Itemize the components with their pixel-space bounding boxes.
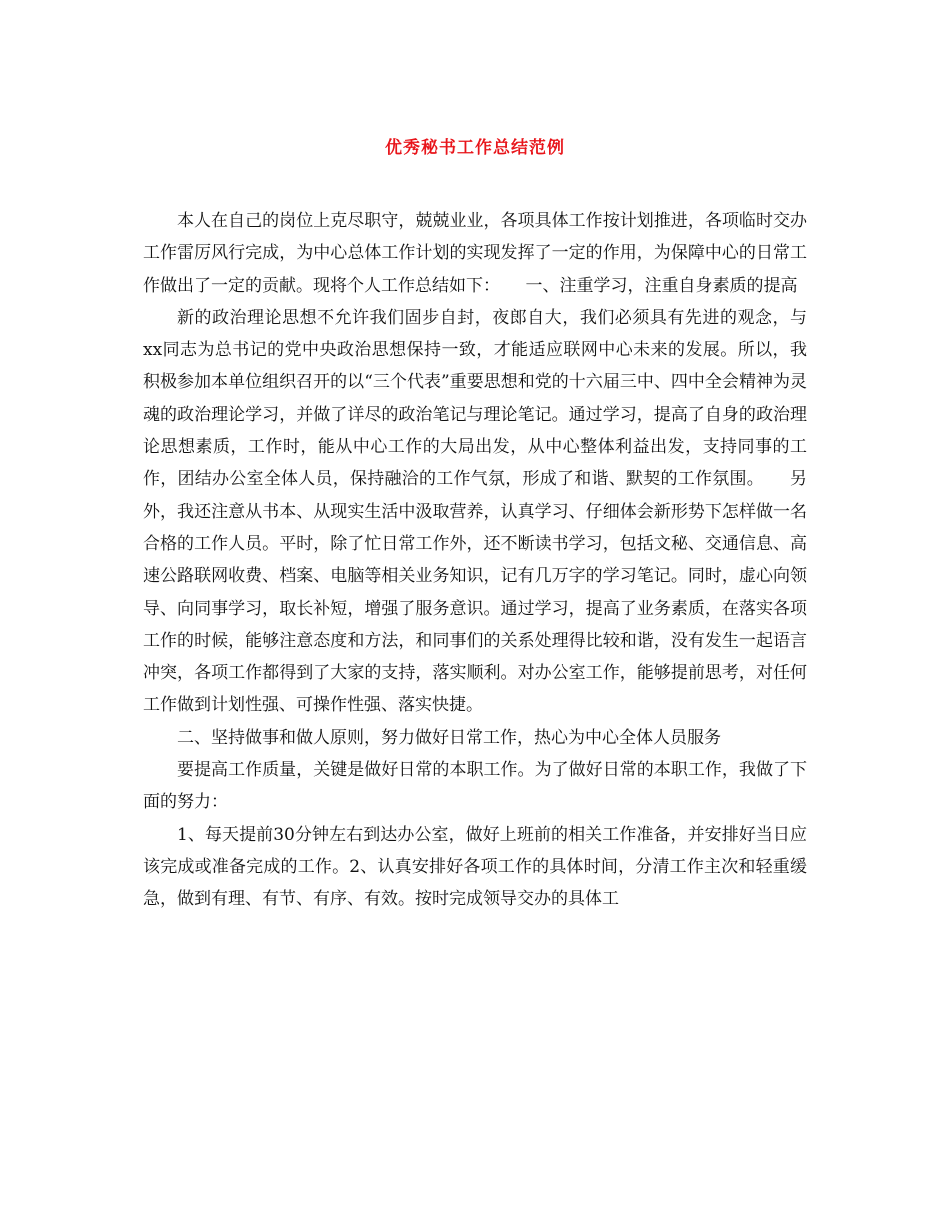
document-body <box>143 205 807 916</box>
paragraph-study: 新的政治理论思想不允许我们固步自封，夜郎自大，我们必须具有先进的观念，与xx同志为总书记的党中央政治思想保持一致，才能适应联网中心未来的发展。所以，我积极参加本单位组织召开的以“三个代表”重要思想和党的十六届三中、四中全会精神为灵魂的政治理论学习，并做了详尽的政治笔记与理论笔记。通过学习，提高了自身的政治理论思想素质，工作时，能从中心工作的大局出发，从中心整体利益出发，支持同事的工作，团结办公室全体人员，保持融洽的工作气氛，形成了和谐、默契的工作氛围。 另外，我还注意从书本、从现实生活中汲取营养，认真学习、仔细体会新形势下怎样做一名合格的工作人员。平时，除了忙日常工作外，还不断读书学习，包括文秘、交通信息、高速公路联网收费、档案、电脑等相关业务知识，记有几万字的学习笔记。同时，虚心向领导、向同事学习，取长补短，增强了服务意识。通过学习，提高了业务素质，在落实各项工作的时候，能够注意态度和方法，和同事们的关系处理得比较和谐，没有发生一起语言冲突，各项工作都得到了大家的支持，落实顺利。对办公室工作，能够提前思考，对任何工作做到计划性强、可操作性强、落实快捷。 <box>143 307 807 716</box>
document-title: 优秀秘书工作总结范例 <box>385 138 565 158</box>
paragraph-efforts: 1、每天提前30分钟左右到达办公室，做好上班前的相关工作准备，并安排好当日应该完成或准备完成的工作。2、认真安排好各项工作的具体时间，分清工作主次和轻重缓急，做到有理、有节、有序、有效。按时完成领导交办的具体工 <box>143 824 807 910</box>
paragraph-intro: 本人在自己的岗位上克尽职守，兢兢业业，各项具体工作按计划推进，各项临时交办工作雷厉风行完成，为中心总体工作计划的实现发挥了一定的作用，为保障中心的日常工作做出了一定的贡献。现将个人工作总结如下： 一、注重学习，注重自身素质的提高 <box>143 211 807 296</box>
paragraph-heading-two: 二、坚持做事和做人原则，努力做好日常工作，热心为中心全体人员服务 <box>177 727 721 748</box>
paragraph-quality: 要提高工作质量，关键是做好日常的本职工作。为了做好日常的本职工作，我做了下面的努力： <box>143 760 807 813</box>
